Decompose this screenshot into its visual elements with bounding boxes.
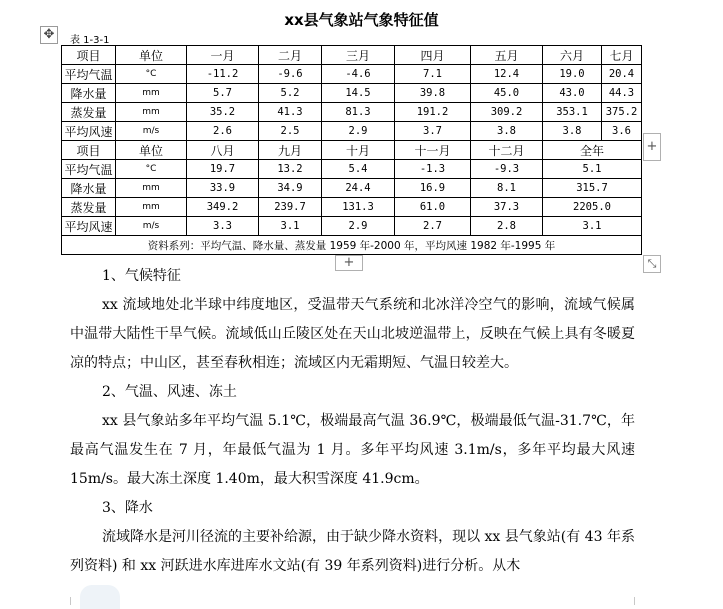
table-cell: 191.2 — [395, 103, 471, 122]
column-header: 单位 — [116, 46, 187, 65]
table-cell: 蒸发量 — [62, 198, 116, 217]
table-cell: 平均风速 — [62, 122, 116, 141]
climate-table — [61, 45, 642, 255]
table-cell: 3.6 — [602, 122, 642, 141]
table-cell: 309.2 — [471, 103, 543, 122]
table-cell: 34.9 — [259, 179, 322, 198]
table-cell: 19.7 — [187, 160, 259, 179]
table-header-row — [62, 46, 642, 65]
section-heading: 1、气候特征 — [102, 268, 181, 284]
add-row-button[interactable]: + — [335, 255, 363, 271]
table-cell: 2205.0 — [543, 198, 642, 217]
column-header: 全年 — [543, 141, 642, 160]
table-cell: °C — [116, 160, 187, 179]
table-cell: 5.2 — [259, 84, 322, 103]
table-cell: mm — [116, 179, 187, 198]
column-header: 一月 — [187, 46, 259, 65]
table-row — [62, 217, 642, 236]
column-header: 项目 — [62, 141, 116, 160]
table-cell: 2.8 — [471, 217, 543, 236]
table-cell: -4.6 — [322, 65, 395, 84]
table-resize-icon[interactable]: ⤡ — [643, 255, 661, 273]
table-row — [62, 84, 642, 103]
table-cell: 41.3 — [259, 103, 322, 122]
column-header: 十一月 — [395, 141, 471, 160]
table-cell: 平均气温 — [62, 65, 116, 84]
table-cell: 3.8 — [471, 122, 543, 141]
column-header: 十月 — [322, 141, 395, 160]
column-header: 三月 — [322, 46, 395, 65]
table-cell: 2.6 — [187, 122, 259, 141]
table-cell: 239.7 — [259, 198, 322, 217]
table-cell: 20.4 — [602, 65, 642, 84]
column-header: 九月 — [259, 141, 322, 160]
table-cell: 3.1 — [259, 217, 322, 236]
table-cell: 降水量 — [62, 84, 116, 103]
add-column-button[interactable]: + — [643, 133, 661, 161]
table-cell: 5.1 — [543, 160, 642, 179]
column-header: 六月 — [543, 46, 602, 65]
table-cell: 37.3 — [471, 198, 543, 217]
column-header: 项目 — [62, 46, 116, 65]
table-cell: 375.2 — [602, 103, 642, 122]
table-cell: 2.9 — [322, 217, 395, 236]
section-heading: 3、降水 — [102, 500, 153, 516]
table-cell: 44.3 — [602, 84, 642, 103]
table-cell: °C — [116, 65, 187, 84]
table-cell: -9.6 — [259, 65, 322, 84]
table-cell: 24.4 — [322, 179, 395, 198]
section-heading: 2、气温、风速、冻土 — [102, 384, 237, 400]
table-cell: -9.3 — [471, 160, 543, 179]
paragraph: xx 流域地处北半球中纬度地区，受温带天气系统和北冰洋冷空气的影响，流域气候属中温带大陆性干旱气候。流域低山丘陵区处在天山北坡逆温带上，反映在气候上具有冬暖夏凉的特点；中山区，甚至春秋相连；流域区内无霜期短、气温日较差大。 — [70, 297, 635, 371]
table-row — [62, 179, 642, 198]
table-cell: 3.7 — [395, 122, 471, 141]
table-cell: 3.1 — [543, 217, 642, 236]
table-cell: 5.7 — [187, 84, 259, 103]
table-cell: 33.9 — [187, 179, 259, 198]
table-cell: 3.8 — [543, 122, 602, 141]
table-cell: mm — [116, 84, 187, 103]
page-corner-mark — [62, 597, 71, 605]
table-row — [62, 122, 642, 141]
table-cell: mm — [116, 198, 187, 217]
table-cell: mm — [116, 103, 187, 122]
table-cell: -1.3 — [395, 160, 471, 179]
table-cell: 81.3 — [322, 103, 395, 122]
table-cell: 61.0 — [395, 198, 471, 217]
table-cell: 2.7 — [395, 217, 471, 236]
column-header: 二月 — [259, 46, 322, 65]
column-header: 七月 — [602, 46, 642, 65]
table-cell: 349.2 — [187, 198, 259, 217]
table-cell: 2.5 — [259, 122, 322, 141]
page-corner-mark — [634, 597, 643, 605]
table-number: 表 1-3-1 — [70, 35, 110, 46]
table-cell: 39.8 — [395, 84, 471, 103]
table-cell: 2.9 — [322, 122, 395, 141]
table-cell: 8.1 — [471, 179, 543, 198]
table-cell: 7.1 — [395, 65, 471, 84]
paragraph: xx 县气象站多年平均气温 5.1℃，极端最高气温 36.9℃，极端最低气温-31.7℃，年最高气温发生在 7 月，年最低气温为 1 月。多年平均风速 3.1m/s，多年平均最大风速 15m/s。最大冻土深度 1.40m，最大积雪深度 41.9cm。 — [70, 413, 635, 487]
table-cell: 43.0 — [543, 84, 602, 103]
column-header: 十二月 — [471, 141, 543, 160]
table-row — [62, 198, 642, 217]
table-cell: 平均风速 — [62, 217, 116, 236]
table-cell: 19.0 — [543, 65, 602, 84]
table-cell: 5.4 — [322, 160, 395, 179]
table-cell: m/s — [116, 122, 187, 141]
body-text — [70, 262, 635, 581]
table-cell: -11.2 — [187, 65, 259, 84]
table-cell: 315.7 — [543, 179, 642, 198]
table-cell: 45.0 — [471, 84, 543, 103]
watermark-image — [80, 585, 120, 609]
column-header: 单位 — [116, 141, 187, 160]
column-header: 四月 — [395, 46, 471, 65]
table-cell: 3.3 — [187, 217, 259, 236]
table-row — [62, 160, 642, 179]
table-cell: 35.2 — [187, 103, 259, 122]
table-source-note: 资料系列：平均气温、降水量、蒸发量 1959 年-2000 年，平均风速 1982 年-1995 年 — [62, 236, 642, 255]
table-cell: 131.3 — [322, 198, 395, 217]
page-title: xx县气象站气象特征值 — [284, 11, 439, 29]
table-row — [62, 65, 642, 84]
table-row — [62, 103, 642, 122]
table-cell: 353.1 — [543, 103, 602, 122]
table-cell: 16.9 — [395, 179, 471, 198]
table-cell: 14.5 — [322, 84, 395, 103]
table-cell: 降水量 — [62, 179, 116, 198]
table-cell: m/s — [116, 217, 187, 236]
table-cell: 12.4 — [471, 65, 543, 84]
table-move-icon[interactable]: ✥ — [40, 26, 58, 44]
paragraph: 流域降水是河川径流的主要补给源，由于缺少降水资料，现以 xx 县气象站(有 43 年系列资料) 和 xx 河跃进水库进库水文站(有 39 年系列资料)进行分析。从木 — [70, 529, 635, 574]
column-header: 五月 — [471, 46, 543, 65]
table-header-row — [62, 141, 642, 160]
column-header: 八月 — [187, 141, 259, 160]
table-cell: 13.2 — [259, 160, 322, 179]
table-cell: 蒸发量 — [62, 103, 116, 122]
table-cell: 平均气温 — [62, 160, 116, 179]
